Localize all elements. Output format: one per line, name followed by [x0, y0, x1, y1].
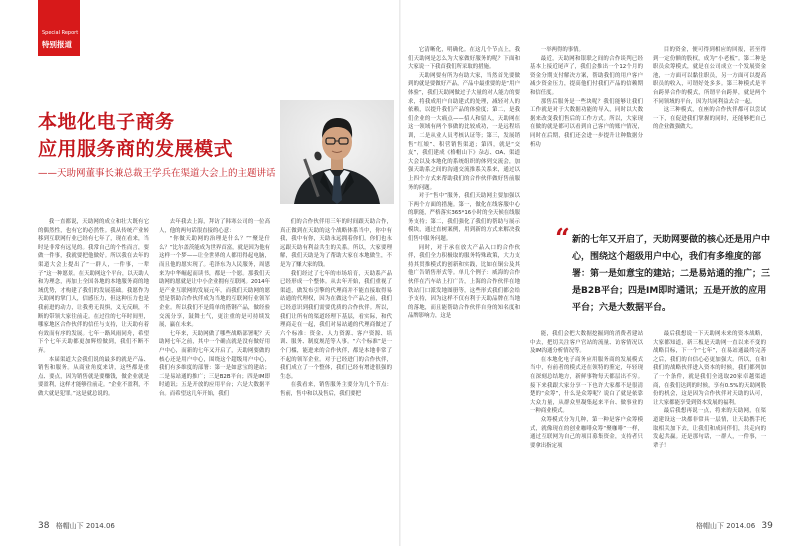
- body-column-3: [280, 218, 392, 514]
- speaker-portrait-photo: [280, 100, 394, 204]
- paragraph: 天助网要有所为有助大家，当然首先要做到的就是要做好产品，产品中最重要的是“用户体验”，我们天助网做过子大量的对人能力的要求，将我成用户自助建式的处理，减轻对人的依赖，以提升我们产品的体验度；第二，是我们企业的一大痛点——招人和留人，天助网在这一领域有两个事做的比较成功，一是远程培训，二是从业人员考核认证等；第三，发展销售“红娘”、积营销售渠道；第四，就是“交友”，我们建成《格帽山下》杂志、OA、渠道大会以及本地化的系统组织的体列交流会，加强天助系之间的沟通交流推系关系来，通过以上四个方式来帮助我们的合作伙伴做好售前服务的问题。: [408, 72, 520, 191]
- speaker-portrait-illustration: [280, 100, 394, 204]
- paragraph: 我们经过了七年的市场培育，天助系产品已经形成一个整体。从去年开始，我们重视了渠道，做发布引擎的代理商并不能直接取得易站通的代理权，因为在做这个产品之前，我们已经意识到我们需要优质的合作伙伴。所以，我们让所有的渠道经理下基层，看实际，和代理商走在一起，我们对易站通的代理商做过了六个标准：资金、人力资源、客户资源、培训、服务、制度规范等人事。“六个标准”是一个门槛，能进来的合作伙伴，都是本地非常了不起的领军企业。对于已经进门的合作伙伴，我们成立了一个整体，我们已经有增进很强的生态。: [280, 270, 392, 380]
- paragraph: 那售后服务是一些块呢？我们能够让我们工作就是对于大数据功能的导入，同时以大数据来改变我们售后的工作方式。所以，大家现在做的就是都可以看到自己客户的账户情况，同时在后期，我们还会进一步提升让种数据分析功: [530, 98, 643, 148]
- section-tab-english: Special Report: [42, 30, 79, 36]
- paragraph: 目的资金，便可得到相应的回报，甚至得到一定份额的股权，成为“小老板”。第二种是职员众筹模式，就是在公司成立一个发展资金池，一方面可以黏住职员，另一方面可以提高职员的收入，可谓好处多多。第三种模式是平台跨界合作的模式，所谓平台跨界，就是两个不同领域的平台，因为共同利益去合一起。: [653, 47, 766, 105]
- paragraph: 在我看来，销售服务主要分为几个节点：售前，售中和以及售后，我们要把: [280, 382, 392, 397]
- body-column-7: [530, 330, 643, 514]
- body-column-8: [653, 330, 766, 514]
- page-number-right: 39: [761, 521, 773, 531]
- section-tab-chinese: 特别报道: [42, 40, 72, 49]
- paragraph: 本届渠道大会我们说的最多的就是产品、销售和服务。从商业角度来讲，这些都是重点、要点，因为销售就是要赚钱，做企业就是要盈利，这样才能够往前走。“企业不盈利，不做大就是犯罪。”这是就总说的。: [38, 356, 149, 397]
- body-column-1: [38, 218, 149, 514]
- paragraph: 对于“售中”服务，我们天助网主要加强以下两个方面的措施。第一，做化在线客服中心的职能，严格落实365*16小时的全天候在线服务支持；第二，我们强化了我们的帮助与展示模块，通过直树案例，用到新的方式来解决我们售中服务问题。: [408, 193, 520, 243]
- footer-left: [38, 521, 115, 531]
- paragraph: 同时，对于承在放大产品入口的合作伙伴，我们全力积极取的服务特殊政策，大力支持其贯推模式的创新和实践，比如在铜公及其他广告销售形式等。单几个例子：威海的合作伙伴在汽车站上打广告，上海的合作伙伴在地铁站门口派发地图册等，这些形式我们都会给予支持，因为这样不仅有利于天助品牌在当地的落地，而且能帮助合作伙伴自身的知名度和品牌影响力，这是: [408, 244, 520, 320]
- body-column-2: [159, 218, 270, 514]
- paragraph: 它清晰化，明确化。在这几个节点上，我们天助网是怎么为大家做好服务的呢？下面和大家说一下我首我们所采取的措施。: [408, 47, 520, 71]
- body-column-4: [408, 46, 520, 514]
- headline-subtitle: ——天助网董事长兼总裁王学兵在渠道大会上的主题讲话: [38, 168, 276, 179]
- paragraph: 去年我去上海，拜访了韩寒公司的一位高人，他的两句话很直接的心意：: [159, 219, 270, 234]
- paragraph: 最后我想再说一点，将来的天助网，在渠道建设这一块都非常具一层情，让天助携手托取相关加下去，让我们和成同伴们，共走向的发起共赢。还是那句话，一群人，一件事，一辈子！: [653, 408, 766, 449]
- paragraph: 最后我想说一下天助网未来的资本战略，大家都知道，新三板是天助网一直以来不变的战略目标，下一个“七年”，在易站通最终完善之后，我们的自信心必更加强大。所以，在和我们的战略伙伴进入资本的时候，我们都列加了一个条件，就是我们全选取20家卓越渠道商，在我们达到的时候，享有0.5%的天助网股份的机会，这是因为合作伙伴对天助的认可，让大家都能享受到资本发展的福利。: [653, 331, 766, 406]
- headline-line-2: 应用服务商的发展模式: [38, 138, 234, 160]
- paragraph: 七年来，天助网做了哪些战略部署呢？天助网七年之前，其中一个确点就是没有做好用户中心，而新的七年又开启了，天助网要做的核心还是用户中心，围绕这个超级用户中心，我们有多维度的部署：第一是如意宝的建站；二是易站通的推广；三是B2B平台；四是IM即时通讯；五是开放的应用平台；六是大数据平台。而希望这几年开始，我们: [159, 330, 270, 397]
- quote-mark-icon: “: [555, 224, 570, 254]
- paragraph: 一举两得的事情。: [540, 47, 584, 53]
- magazine-name-right: 格帽山下: [696, 522, 724, 530]
- paragraph: 最近，天助网和银联之间的合作谈判已经基本上接近尾声了，我们会推出一个12个月的资金分期支付解决方案，帮助我们的用户客户减少资金压力，提高他们付我们产品的信赖期和信任度。: [530, 55, 643, 96]
- pull-quote: 新的七年又开启了，天助网要做的核心还是用户中心，围绕这个超级用户中心，我们有多维度的部署：第一是如意宝的建站；二是易站通的推广；三是B2B平台；四是IM即时通讯；五是开放的应用平台；六是大数据平台。: [572, 235, 771, 313]
- paragraph: 众筹模式分为几种，第一种是客户众筹模式，就像现在的创业咖啡众筹“聚咖啡”一样，通过互联网为自己的项目募集资金，支持者只要拿出指定项: [530, 416, 643, 449]
- issue-date-left: 2014.06: [85, 522, 115, 530]
- paragraph: 在本地化电子商务应用服务商的发展模式当中，有前者的模式还在领特的鉴定，年轻现在深刻总结地方，新鲜事物每天都层出不穷。接下来我跟大家分享一下也许大家都不是很清楚的“众筹”，什么是众筹呢？说白了就是依靠大众力量，从群众里凝集起来平台、做事业的一种商业模式。: [530, 356, 643, 415]
- section-tab: [38, 0, 80, 56]
- headline-line-1: 本地化电子商务: [38, 111, 175, 133]
- paragraph: 们的合作伙伴用三年的时间跟天助合作，真正做到在天助的这个战略体系当中，你中有我，我中有你，天助永远拥着你们，你们也永远跟天助有利益共生的关系。所以，大家要理解，我们天助是为了帮助大家在本地做生，不是为了赚大家的钱。: [280, 219, 392, 268]
- page-gutter: [399, 0, 401, 546]
- paragraph: 能，我们会把大数据挖掘到的消费者建站中去，把切关注客户官站的流量、访客情况以及IM沟通分析情况等。: [530, 331, 643, 355]
- footer-right: [696, 521, 773, 531]
- paragraph: 这三种模式，在座的合作伙伴都可以尝试一下，在促进我们掌握的同时，还能够把自己的企业做强做大。: [653, 107, 766, 131]
- issue-date-right: 2014.06: [726, 522, 756, 530]
- body-column-5: [530, 46, 643, 216]
- paragraph: “你做天助网的治理是什么？”“聚是什么？”比尔盖茨能成为世界首富，就是因为他有这样一个梦——让全世界的人都用得起电脑，而且他的愿实现了。毛泽东为人民服务，周恩来为中华崛起而读书，都是一个愿。那我们天助网的愿就是让中小企业拥有互联网。2014年是产业互联网的发展元年，而我们天助网的愿望是帮助合作伙伴成为当地的互联网行业领军企业。所以我们不是简单的搭钢产品，做经验交流分享，鼓舞士气，更注重的是可持续发展，赢在未来。: [159, 236, 270, 329]
- magazine-name-left: 格帽山下: [55, 522, 84, 530]
- paragraph: 我一直都说，天助网的成立和壮大既有它的偶然性，也有它的必然性。我从传统产业转移到互联网行业已经有七年了，现在看来，当时是非常有远见的。我常自己的个性而言，要做一件事，我就要把他做好。所以我在去年的渠道大会上提出了“一群人，一件事，一辈子”这一种愿景。在天助网这个平台，以天助人和为理念，再加上全国各地的本地服务商的地域优势，才构建了我们的发展基础。我愿作为天助网的掌门人，信感压力，但这种压力也是我前进的动力，让我勇无畏惧，义无反顾，不断的带领大家往前走。在过往的七年时间里，哪家地区合作伙伴的信任与支持，让天助有着有效而有序的发展。七年一路风雨同舟，希望下个七年天助都更加辉煌做到，我们不断不弃。: [38, 219, 149, 354]
- page-number-left: 38: [38, 521, 50, 531]
- body-column-6: [653, 46, 766, 216]
